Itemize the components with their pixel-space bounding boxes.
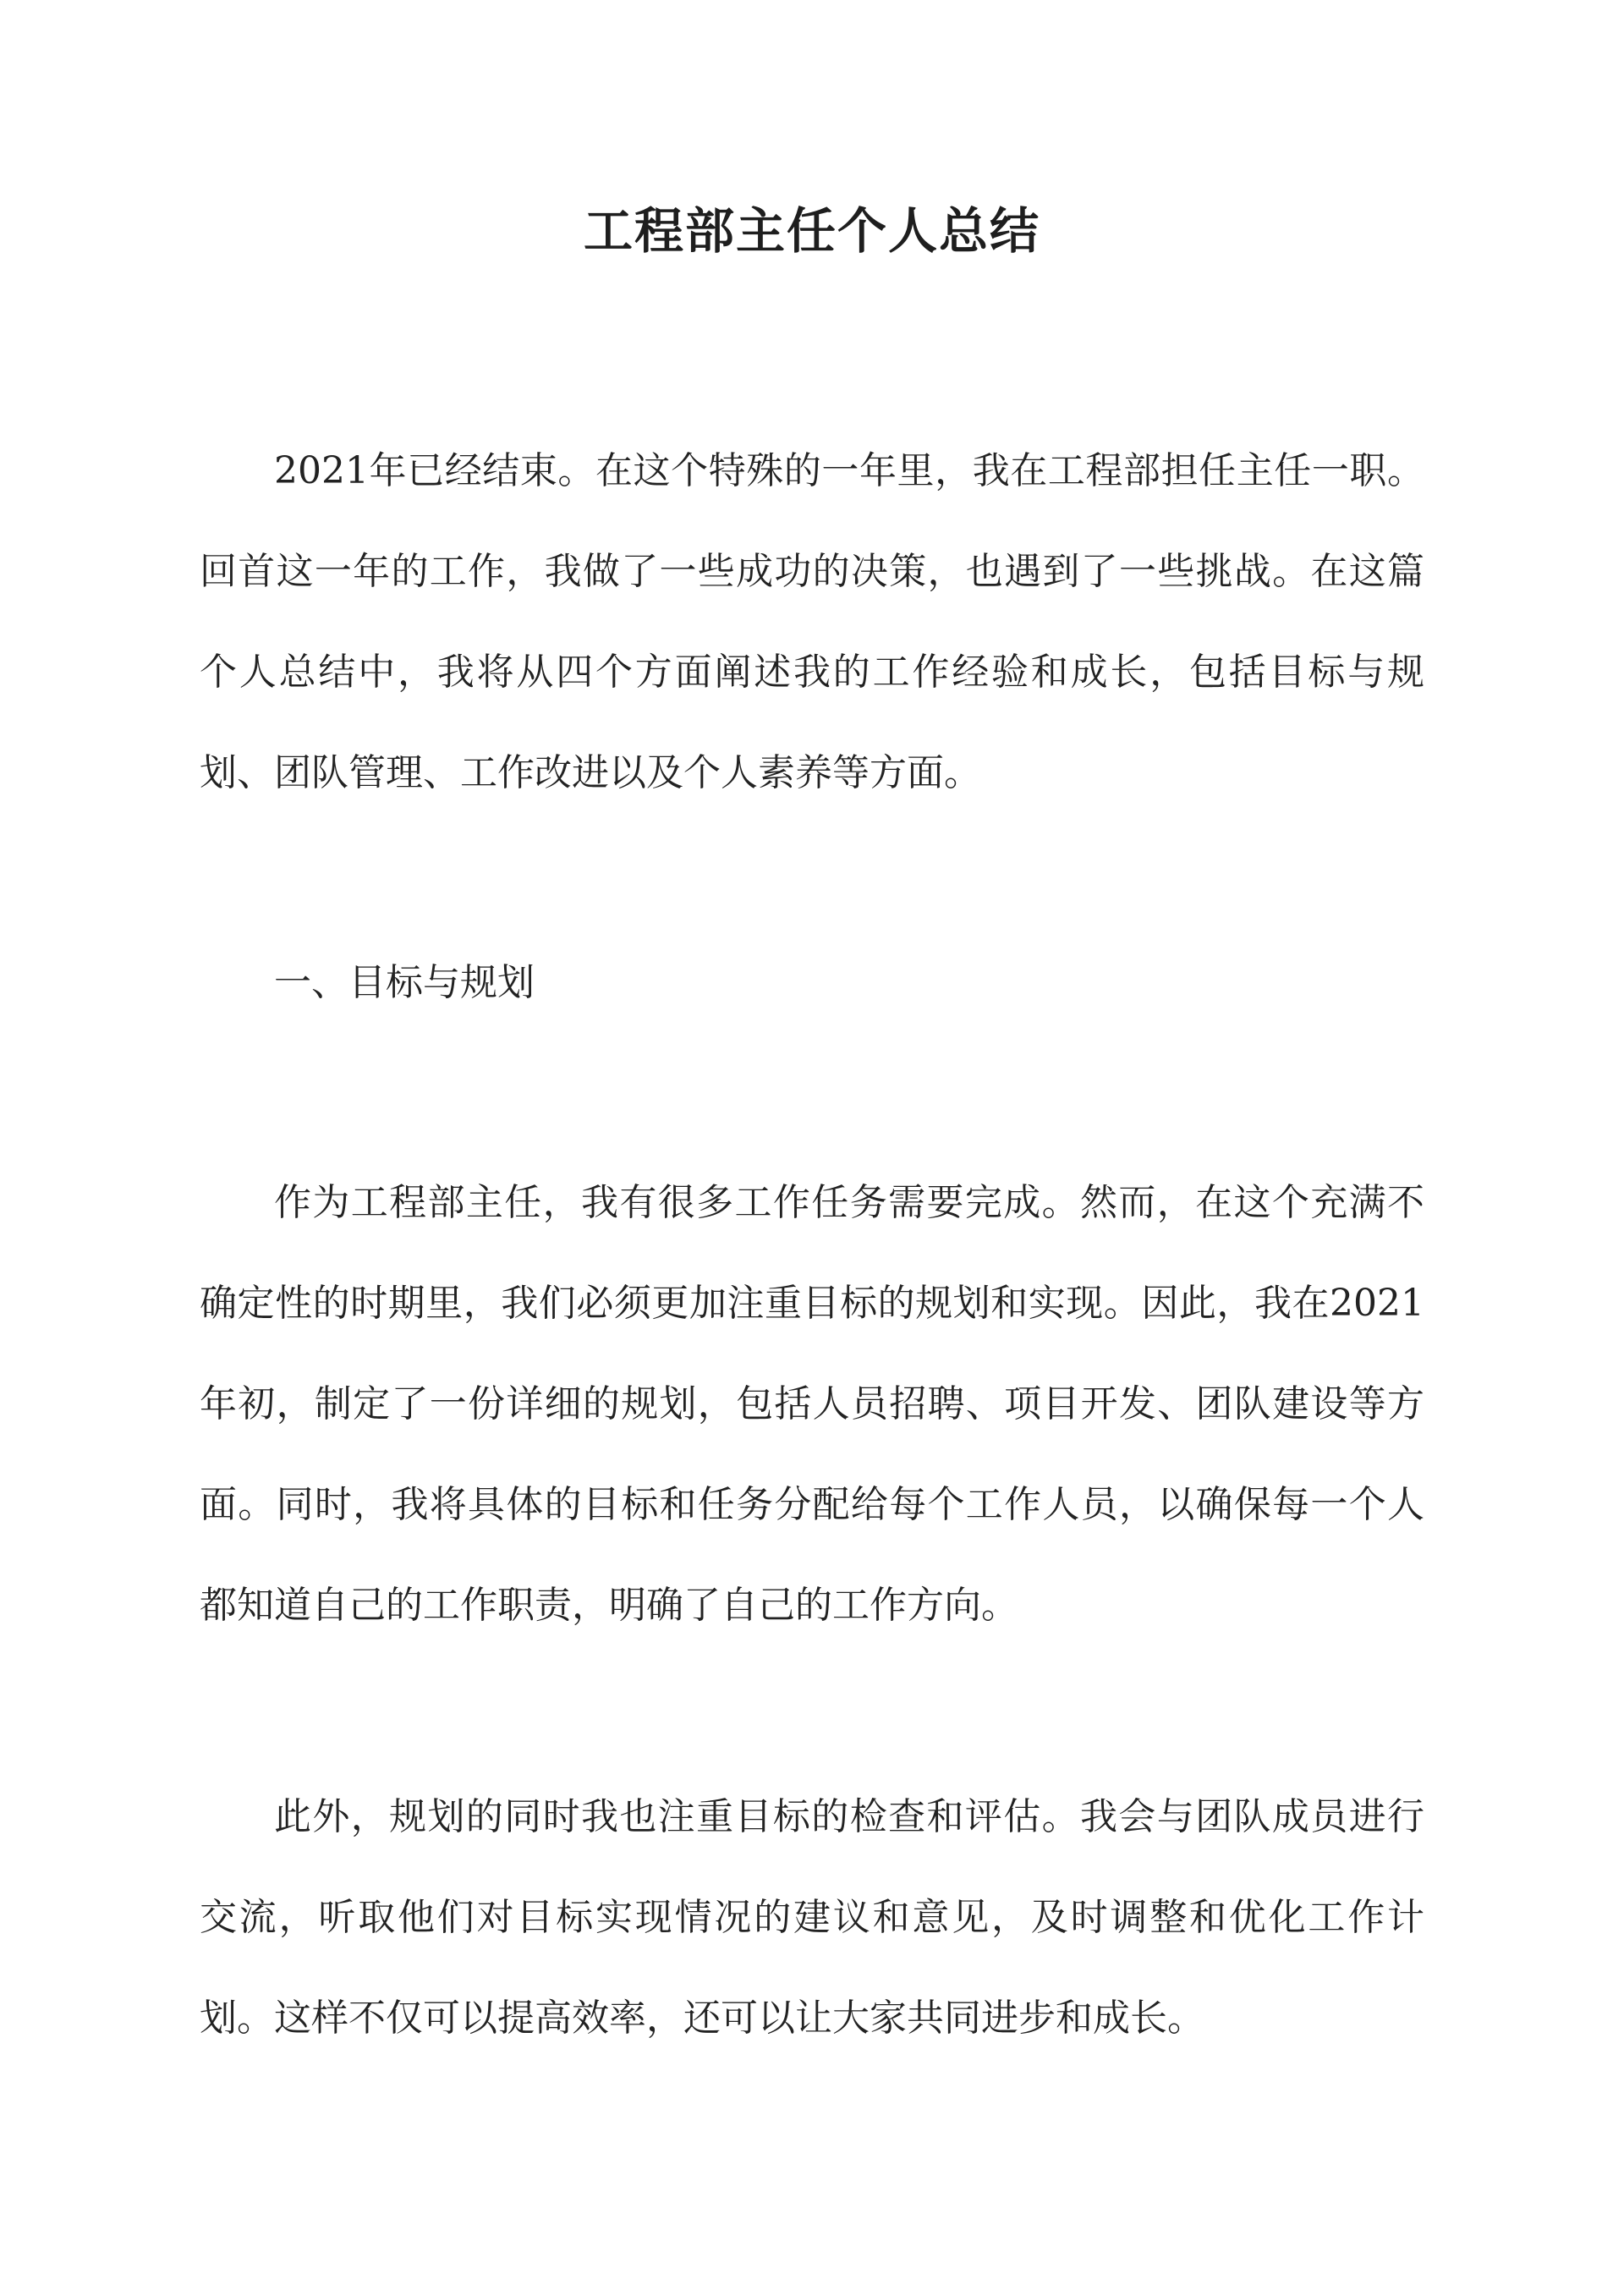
section-heading-goals-planning: 一、目标与规划 [274,961,535,1004]
intro-paragraph: 2021年已经结束。在这个特殊的一年里，我在工程部担任主任一职。回首这一年的工作，我做了一些成功的决策，也遇到了一些挑战。在这篇个人总结中，我将从四个方面阐述我的工作经验和成长，包括目标与规划、团队管理、工作改进以及个人素养等方面。 [200,449,1424,794]
document-title: 工程部主任个人总结 [583,202,1040,260]
section1-paragraph-1: 作为工程部主任，我有很多工作任务需要完成。然而，在这个充满不确定性的时期里，我们必须更加注重目标的规划和实现。因此，我在2021年初，制定了一份详细的规划，包括人员招聘、项目开发、团队建设等方面。同时，我将具体的目标和任务分配给每个工作人员，以确保每一个人都知道自己的工作职责，明确了自己的工作方向。 [200,1181,1424,1627]
section1-paragraph-2: 此外，规划的同时我也注重目标的检查和评估。我会与团队成员进行交流，听取他们对目标实现情况的建议和意见，及时调整和优化工作计划。这样不仅可以提高效率，还可以让大家共同进步和成长。 [200,1795,1424,2040]
